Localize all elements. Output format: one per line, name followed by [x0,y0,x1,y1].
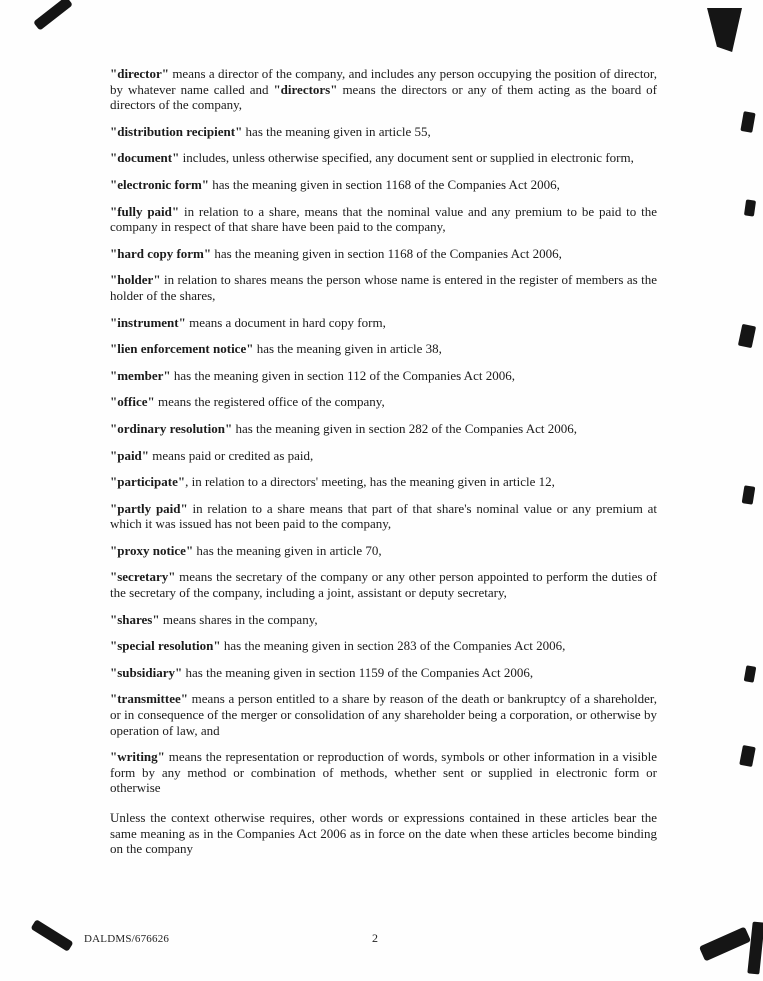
definition [110,543,657,559]
definition-term: "transmittee" [110,691,188,707]
definition-term: "ordinary resolution" [110,420,233,436]
scan-artifact-bottom-right [747,922,763,975]
definition-term: "partly paid" [110,500,188,516]
definitions-section [110,66,657,868]
definition-text: has the meaning given in section 112 of the Companies Act 2006, [170,367,515,383]
definition-term: "member" [110,367,171,383]
definition-term: "special resolution" [110,638,221,654]
definition-text: has the meaning given in article 70, [193,542,382,558]
definition-text: has the meaning given in section 282 of the Companies Act 2006, [232,420,577,436]
definition [110,177,657,193]
definition-text: includes, unless otherwise specified, any document sent or supplied in electronic form, [179,150,634,166]
scan-artifact-right-edge [742,485,756,504]
definition-text: has the meaning given in article 38, [253,341,442,357]
scan-artifact-top-right [704,8,742,52]
document-reference: DALDMS/676626 [84,933,170,945]
definition-term: "office" [110,394,155,410]
definition-term: "electronic form" [110,176,210,192]
definition-text: , in relation to a directors' meeting, has the meaning given in article 12, [185,474,555,490]
definition [110,448,657,464]
definition-term: "paid" [110,447,150,463]
definition [110,341,657,357]
definition-text: means the registered office of the company, [154,394,385,410]
definition-term: "fully paid" [110,203,180,219]
definition-term: "distribution recipient" [110,123,243,139]
definition [110,612,657,628]
definition [110,368,657,384]
definition [110,421,657,437]
scan-artifact-right-edge [740,111,755,133]
definition-text: in relation to a share means that part of that share's nominal value or any premium at which it was issued has not been paid to the company, [110,500,658,532]
definition-text: has the meaning given in section 1168 of the Companies Act 2006, [211,245,562,261]
scan-artifact-top-left [33,0,73,31]
definition [110,569,657,600]
definition-text: has the meaning given in article 55, [242,123,431,139]
definition [110,272,657,303]
definition-text: means the directors or any of them acting as the board of directors of the company, [110,81,657,113]
definition-term: "writing" [110,749,165,765]
definition-text: means the secretary of the company or any other person appointed to perform the duties of the secretary of the company, including a joint, assistant or deputy secretary, [110,569,657,601]
definition-text: in relation to a share, means that the nominal value and any premium to be paid to the company in respect of that share have been paid to the company, [110,203,657,235]
definition-term: "document" [110,150,180,166]
page-number: 2 [372,931,378,945]
definition [110,501,657,532]
definition [110,638,657,654]
definition-term: "participate" [110,474,186,490]
scan-artifact-right-edge [738,324,756,348]
definition-term: "lien enforcement notice" [110,341,254,357]
definition-term: "instrument" [110,314,186,330]
definition-text: has the meaning given in section 1159 of the Companies Act 2006, [182,664,534,680]
definition-term: "shares" [110,611,160,627]
definition-text: means a document in hard copy form, [185,314,386,330]
definition-term: "secretary" [110,569,176,585]
definition-text: has the meaning given in section 1168 of the Companies Act 2006, [209,176,560,192]
definition-text: has the meaning given in section 283 of the Companies Act 2006, [220,638,566,654]
definition [110,246,657,262]
scan-artifact-right-edge [739,745,756,767]
definition [110,315,657,331]
definition-term: "proxy notice" [110,542,194,558]
definition-text: means paid or credited as paid, [149,447,314,463]
page-footer [0,931,763,951]
definition-term: "directors" [273,81,338,97]
definition [110,665,657,681]
definition [110,124,657,140]
definition-text: means a director of the company, and includes any person occupying the position of director, by whatever name called and [110,66,657,97]
definition [110,691,657,738]
definition [110,150,657,166]
definition-text: means shares in the company, [159,611,318,627]
definition-text: means a person entitled to a share by reason of the death or bankruptcy of a shareholder, or in consequence of the merger or consolidation of any shareholder being a corporation, or otherwise by operation of law, and [110,691,657,738]
scan-artifact-right-edge [744,199,756,216]
definition [110,749,657,796]
definition-text: in relation to shares means the person whose name is entered in the register of members as the holder of the shares, [110,272,657,303]
scan-artifact-right-edge [744,665,757,682]
definition-term: "hard copy form" [110,245,212,261]
definition [110,204,657,235]
definition-text: means the representation or reproduction of words, symbols or other information in a visible form by any method or combination of methods, whether sent or supplied in electronic form or otherwise [110,749,657,796]
definition [110,66,657,113]
definition [110,474,657,490]
definition-term: "holder" [110,272,161,288]
definition [110,394,657,410]
closing-paragraph: Unless the context otherwise requires, other words or expressions contained in these articles bear the same meaning as in the Companies Act 2006 as in force on the date when these articles become binding on the company [110,810,657,857]
definition-term: "director" [110,66,169,81]
definition-term: "subsidiary" [110,664,183,680]
